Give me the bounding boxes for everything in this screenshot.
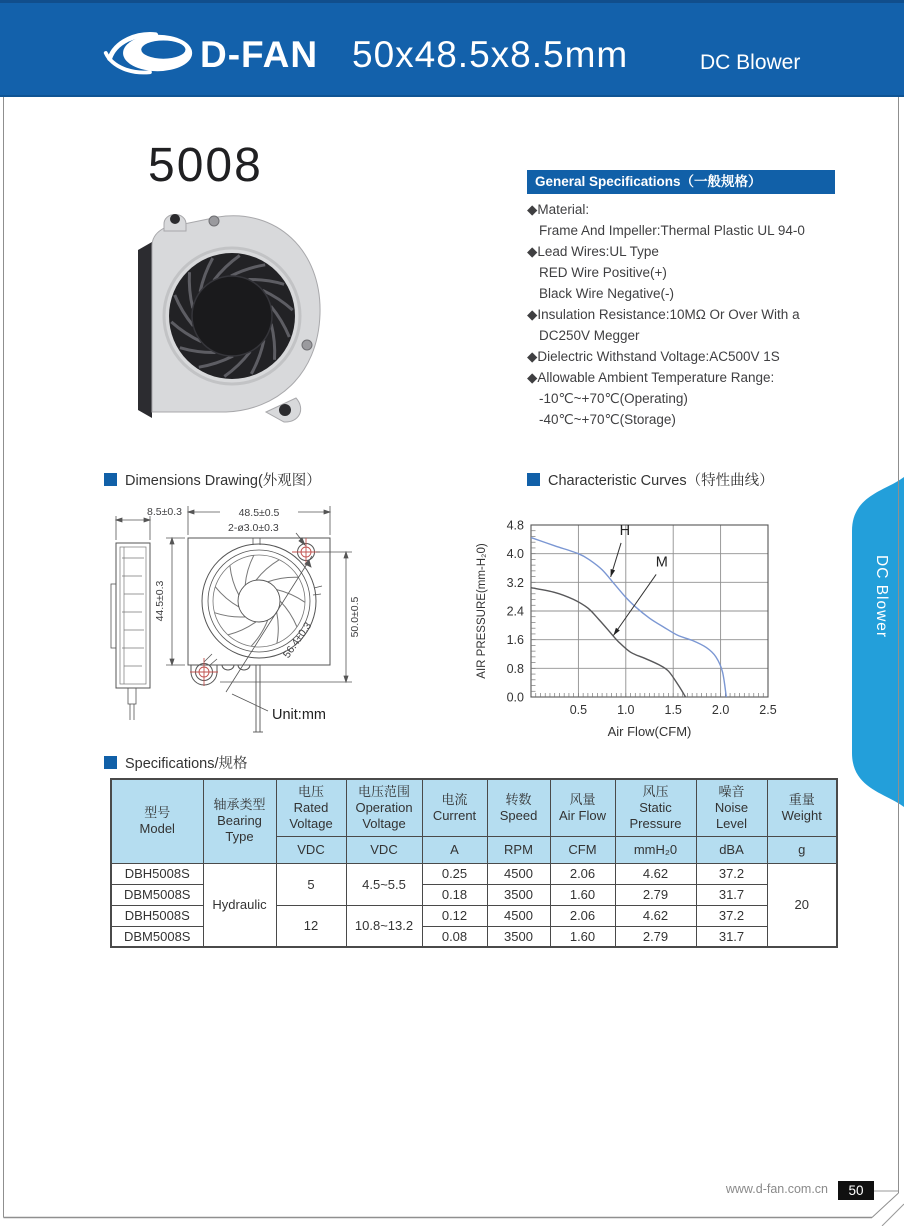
unit-current: A — [422, 836, 487, 863]
col-header-speed: 转数 Speed — [487, 779, 550, 836]
product-size-title: 50x48.5x8.5mm — [352, 34, 629, 75]
spec-line: ◆Material: — [527, 202, 590, 217]
cell-voltage-range: 4.5~5.5 — [346, 863, 422, 905]
cell-speed: 3500 — [487, 884, 550, 905]
cell-speed: 4500 — [487, 905, 550, 926]
svg-text:3.2: 3.2 — [506, 575, 524, 590]
col-header-static-pressure: 风压 Static Pressure — [615, 779, 696, 836]
svg-text:AIR PRESSURE(mm-H₂0): AIR PRESSURE(mm-H₂0) — [476, 543, 488, 679]
spec-line: -40℃~+70℃(Storage) — [539, 412, 676, 427]
unit-speed: RPM — [487, 836, 550, 863]
spec-line: Black Wire Negative(-) — [539, 286, 675, 301]
unit-weight: g — [767, 836, 837, 863]
dim-label-right: 50.0±0.5 — [349, 596, 361, 638]
col-header-model: 型号 Model — [111, 779, 203, 863]
unit-noise: dBA — [696, 836, 767, 863]
blue-square-icon — [104, 473, 117, 486]
svg-text:2.4: 2.4 — [506, 604, 524, 619]
unit-rated-voltage: VDC — [276, 836, 346, 863]
section-title-text: Characteristic Curves（特性曲线） — [548, 473, 774, 489]
product-photo — [126, 204, 336, 436]
cell-pressure: 2.79 — [615, 884, 696, 905]
dim-label-holes: 2-ø3.0±0.3 — [228, 522, 279, 534]
spec-line: Frame And Impeller:Thermal Plastic UL 94-0 — [539, 223, 805, 238]
svg-text:H: H — [619, 523, 631, 540]
col-header-current: 电流 Current — [422, 779, 487, 836]
svg-text:4.8: 4.8 — [506, 518, 524, 533]
cell-model: DBM5008S — [111, 926, 203, 947]
cell-voltage: 5 — [276, 863, 346, 905]
cell-noise: 37.2 — [696, 905, 767, 926]
header-bar — [0, 0, 904, 97]
dimensions-drawing — [100, 496, 420, 748]
cell-bearing: Hydraulic — [203, 863, 276, 947]
cell-current: 0.08 — [422, 926, 487, 947]
page-number-badge: 50 — [838, 1181, 874, 1200]
spec-line: ◆Insulation Resistance:10MΩ Or Over With a — [527, 307, 800, 322]
dim-label-diagonal: 56.4±0.3 — [280, 620, 315, 661]
cell-voltage-range: 10.8~13.2 — [346, 905, 422, 947]
col-header-airflow: 风量 Air Flow — [550, 779, 615, 836]
dim-label-side-width: 8.5±0.3 — [147, 506, 182, 518]
svg-text:M: M — [655, 554, 668, 571]
svg-text:4.0: 4.0 — [506, 547, 524, 562]
dim-label-front-width: 48.5±0.5 — [238, 507, 280, 519]
spec-line: ◆Allowable Ambient Temperature Range: — [527, 370, 775, 385]
cell-speed: 3500 — [487, 926, 550, 947]
unit-static-pressure: mmH₂0 — [615, 836, 696, 863]
section-title-text: Specifications/规格 — [125, 756, 248, 772]
model-number: 5008 — [148, 139, 263, 192]
col-header-rated-voltage: 电压 Rated Voltage — [276, 779, 346, 836]
svg-text:1.5: 1.5 — [664, 703, 682, 717]
side-tab-dc-blower — [846, 477, 904, 807]
cell-current: 0.25 — [422, 863, 487, 884]
cell-airflow: 2.06 — [550, 863, 615, 884]
spec-line: DC250V Megger — [539, 328, 640, 343]
cell-noise: 31.7 — [696, 926, 767, 947]
svg-text:0.0: 0.0 — [506, 690, 524, 705]
svg-text:Air Flow(CFM): Air Flow(CFM) — [607, 724, 692, 739]
brand-name: D-FAN — [200, 34, 319, 75]
cell-current: 0.18 — [422, 884, 487, 905]
cell-pressure: 4.62 — [615, 905, 696, 926]
unit-operation-voltage: VDC — [346, 836, 422, 863]
brand-logo-icon — [100, 27, 196, 77]
svg-text:0.5: 0.5 — [569, 703, 588, 717]
side-tab-label: DC Blower — [873, 555, 890, 639]
svg-text:0.8: 0.8 — [506, 661, 524, 676]
cell-current: 0.12 — [422, 905, 487, 926]
svg-text:2.5: 2.5 — [759, 703, 777, 717]
cell-pressure: 2.79 — [615, 926, 696, 947]
drawing-unit-label: Unit:mm — [272, 707, 326, 723]
cell-noise: 31.7 — [696, 884, 767, 905]
cell-model: DBH5008S — [111, 905, 203, 926]
section-dimensions-title — [104, 469, 321, 490]
spec-line: RED Wire Positive(+) — [539, 265, 667, 280]
section-title-text: Dimensions Drawing(外观图） — [125, 473, 321, 489]
dim-label-height: 44.5±0.3 — [154, 580, 166, 622]
blue-square-icon — [527, 473, 540, 486]
characteristic-curves-chart — [473, 503, 783, 743]
blue-square-icon — [104, 756, 117, 769]
product-category-label: DC Blower — [700, 51, 801, 74]
table-row — [111, 863, 837, 884]
cell-pressure: 4.62 — [615, 863, 696, 884]
cell-speed: 4500 — [487, 863, 550, 884]
spec-line: ◆Lead Wires:UL Type — [527, 244, 659, 259]
svg-text:1.6: 1.6 — [506, 633, 524, 648]
cell-airflow: 1.60 — [550, 884, 615, 905]
cell-model: DBM5008S — [111, 884, 203, 905]
cell-airflow: 1.60 — [550, 926, 615, 947]
section-curves-title — [527, 469, 774, 490]
cell-noise: 37.2 — [696, 863, 767, 884]
cell-airflow: 2.06 — [550, 905, 615, 926]
general-specs-header: General Specifications（一般规格） — [527, 170, 835, 194]
col-header-weight: 重量 Weight — [767, 779, 837, 836]
spec-line: ◆Dielectric Withstand Voltage:AC500V 1S — [527, 349, 780, 364]
website-url: www.d-fan.com.cn — [725, 1182, 828, 1196]
col-header-bearing: 轴承类型 Bearing Type — [203, 779, 276, 863]
svg-text:2.0: 2.0 — [711, 703, 730, 717]
spec-table — [110, 778, 838, 948]
svg-text:1.0: 1.0 — [617, 703, 635, 717]
col-header-operation-voltage: 电压范围 Operation Voltage — [346, 779, 422, 836]
cell-voltage: 12 — [276, 905, 346, 947]
cell-model: DBH5008S — [111, 863, 203, 884]
side-tab-shape — [846, 477, 904, 807]
spec-line: -10℃~+70℃(Operating) — [539, 391, 688, 406]
cell-weight: 20 — [767, 863, 837, 947]
col-header-noise: 噪音 Noise Level — [696, 779, 767, 836]
general-specs-list — [527, 199, 877, 430]
section-specifications-title — [104, 752, 248, 773]
unit-airflow: CFM — [550, 836, 615, 863]
